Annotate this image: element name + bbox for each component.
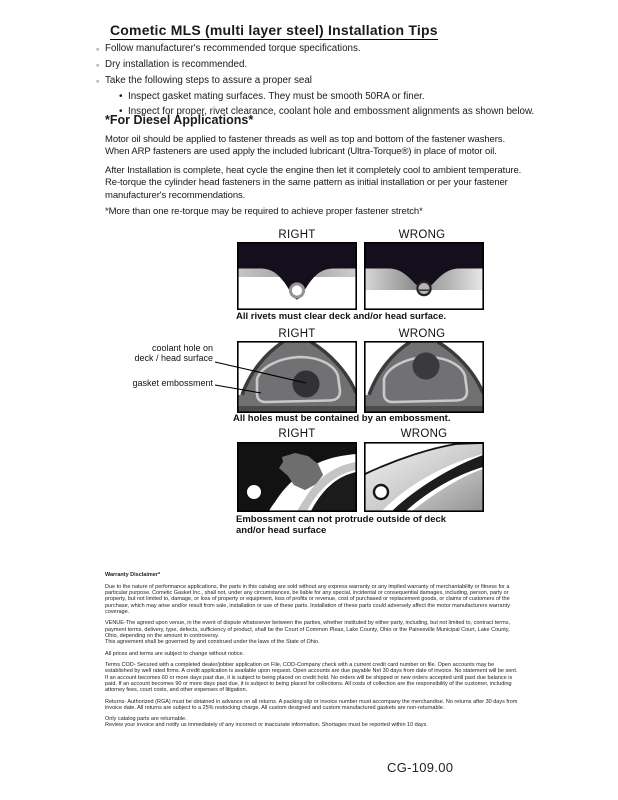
list-item-text: Inspect gasket mating surfaces. They must be smooth 50RA or finer. — [128, 90, 425, 102]
row2-wrong-header: WRONG — [398, 328, 446, 340]
open-bullet-icon — [96, 74, 105, 90]
retorque-note: *More than one re-torque may be required to achieve proper fastener stretch* — [105, 206, 423, 217]
disclaimer-prices-paragraph: All prices and terms are subject to change without notice. — [105, 650, 245, 657]
coolant-hole-label: coolant hole on deck / head surface — [134, 343, 213, 363]
disclaimer-venue-paragraph: VENUE-The agreed upon venue, in the event of dispute whatsoever between the parties, whether instituted by either party, including, but not limited to, contract terms, payment terms, delivery, type, defects, sufficiency of product, shall be the Court of Common Pleas, Lake County, Ohio or the Painesville Municipal Court, Lake County, Ohio, depending on the amount in controversy. This agreement shall be governed by and construed under the laws of the State of Ohio. — [105, 620, 510, 645]
disclaimer-returnable-paragraph: Only catalog parts are returnable. Review your invoice and notify us immediately of any incorrect or inaccurate information. Shortages must be reported within 10 days. — [105, 716, 428, 729]
row2-right-header: RIGHT — [278, 328, 316, 340]
diesel-paragraph-2: After Installation is complete, heat cycle the engine then let it completely cool to ambient temperature. Re-torque the cylinder head fasteners in the same pattern as initial installation or per your fastener manufacturer's recommendations. — [105, 165, 522, 201]
diagram-protrusion-right — [237, 442, 357, 512]
row2-caption: All holes must be contained by an embossment. — [233, 413, 451, 424]
diesel-paragraph-1: Motor oil should be applied to fastener threads as well as top and bottom of the fastener washers. When ARP fasteners are used apply the included lubricant (Ultra-Torque®) in place of motor oil. — [105, 134, 505, 158]
list-item — [96, 42, 576, 58]
diagram-rivet-wrong — [364, 242, 484, 310]
hole-containment-right-illustration — [237, 341, 357, 413]
rivet-clearance-right-illustration — [237, 242, 357, 310]
diagram-rivet-right — [237, 242, 357, 310]
row3-wrong-header: WRONG — [400, 428, 448, 440]
warranty-disclaimer — [105, 572, 519, 734]
list-item-text: Dry installation is recommended. — [105, 58, 248, 70]
diagram-protrusion-wrong — [364, 442, 484, 512]
row3-right-header: RIGHT — [278, 428, 316, 440]
disclaimer-returns-paragraph: Returns- Authorized (RGA) must be obtained in advance on all returns. A packing slip or invoice number must accompany the merchandise. No returns after 30 days from invoice date. All returns are subject to a 25% restocking charge. All custom designed and custom manufactured gaskets are non-returnable. — [105, 698, 518, 711]
disclaimer-warranty-paragraph: Due to the nature of performance applications, the parts in this catalog are sold without any express warranty or any implied warranty of merchantability or fitness for a particular purpose. Cometic Gasket Inc., shall not, under any circumstances, be liable for any special, incidental or consequential damages, including, person, party or property, but not limited to, damage, or loss of property or equipment, loss of profits or revenue, cost of purchased or replacement goods, or claims of customers of the purchase, which may arise and/or result from sale, installation or use of these parts. Installation of these parts could adversely affect the motor manufacturers warranty coverage. — [105, 584, 510, 615]
filled-bullet-icon — [119, 90, 128, 105]
list-sub-item — [119, 90, 576, 105]
page-number: CG-109.00 — [387, 760, 454, 775]
row3-caption: Embossment can not protrude outside of deck and/or head surface — [236, 514, 447, 536]
row1-caption: All rivets must clear deck and/or head surface. — [236, 311, 447, 322]
open-bullet-icon — [96, 42, 105, 58]
disclaimer-heading: Warranty Disclaimer* — [105, 572, 161, 578]
page-title: Cometic MLS (multi layer steel) Installation Tips — [110, 22, 438, 38]
rivet-clearance-wrong-illustration — [364, 242, 484, 310]
list-item-text: Follow manufacturer's recommended torque specifications. — [105, 43, 361, 54]
disclaimer-terms-paragraph: Terms COD- Secured with a completed dealer/jobber application on File, COD-Company check with a current credit card number on file. Open accounts may be established by well rated firms. A credit application is available upon request. Open accounts are due payable Net 30 days from date of invoice. No statement will be sent. If an account becomes 60 or more days past due, it is subject to being placed on credit hold. No orders will be shipped or new orders accepted until past due balance is paid. If an account becomes 90 or more days past due, it is subject to being placed for collections. All costs of collection are the responsibility of the customer, including attorney fees, court costs, and other expenses of litigation. — [105, 662, 518, 693]
list-item — [96, 58, 576, 74]
open-bullet-icon — [96, 58, 105, 74]
list-item — [96, 74, 576, 90]
gasket-embossment-label: gasket embossment — [132, 378, 213, 388]
list-item-text: Inspect for proper, rivet clearance, coolant hole and embossment alignments as shown below. — [128, 105, 535, 117]
diagram-embossment-wrong — [364, 341, 484, 413]
diagram-embossment-right — [237, 341, 357, 413]
hole-containment-wrong-illustration — [364, 341, 484, 413]
list-item-text: Take the following steps to assure a proper seal — [105, 74, 312, 86]
row1-wrong-header: WRONG — [398, 229, 446, 241]
protrusion-right-illustration — [237, 442, 357, 512]
installation-tips-list — [96, 42, 576, 120]
diesel-section-heading: *For Diesel Applications* — [105, 113, 254, 127]
protrusion-wrong-illustration — [364, 442, 484, 512]
row1-right-header: RIGHT — [278, 229, 316, 241]
